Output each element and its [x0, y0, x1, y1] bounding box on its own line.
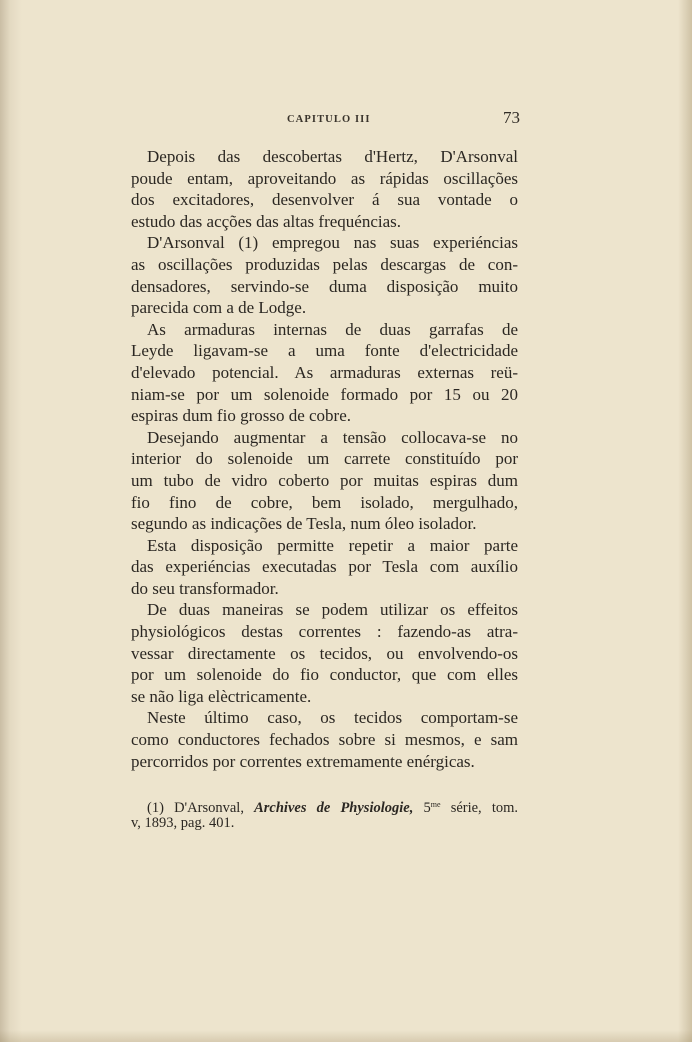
text-line: interior do solenoide um carrete constituído por [131, 449, 518, 469]
footnote-volume: série, tom. [450, 800, 519, 816]
text-line: D'Arsonval (1) empregou nas suas experiéncias [147, 233, 518, 253]
footnote-line: v, 1893, pag. 401. [131, 815, 235, 831]
text-line: segundo as indicações de Tesla, num óleo isolador. [131, 514, 477, 534]
chapter-title: CAPITULO III [287, 114, 371, 125]
text-line: poude entam, aproveitando as rápidas oscillações [131, 168, 518, 188]
footnote-series-superscript: me [430, 800, 441, 809]
text-line: vessar directamente os tecidos, ou envolvendo-os [131, 643, 518, 663]
text-line: densadores, servindo-se duma disposição muito [131, 276, 518, 296]
paragraph [131, 232, 518, 318]
text-line: dos excitadores, desenvolver á sua vontade o [131, 190, 518, 210]
footnote-marker: (1) [147, 800, 164, 816]
text-line: niam-se por um solenoide formado por 15 ou 20 [131, 384, 518, 404]
footnote-line [131, 795, 518, 814]
text-line: do seu transformador. [131, 578, 279, 598]
text-line: fio fino de cobre, bem isolado, mergulhado, [131, 492, 518, 512]
text-line: Esta disposição permitte repetir a maior parte [147, 535, 518, 555]
text-line: Desejando augmentar a tensão collocava-se no [147, 427, 518, 447]
paragraph [131, 599, 518, 707]
text-line: das experiéncias executadas por Tesla com auxílio [131, 557, 518, 577]
page-number: 73 [503, 108, 520, 127]
paragraph [131, 319, 518, 427]
paragraph [131, 146, 518, 232]
text-line: De duas maneiras se podem utilizar os effeitos [147, 600, 518, 620]
text-line: como conductores fechados sobre si mesmos, e sam [131, 730, 518, 750]
text-line: por um solenoide do fio conductor, que com elles [131, 665, 518, 685]
footnote-series-number: 5 [423, 800, 431, 816]
text-line: Depois das descobertas d'Hertz, D'Arsonval [147, 147, 518, 166]
running-head [0, 110, 692, 130]
paragraph [131, 427, 518, 535]
text-line: parecida com a de Lodge. [131, 298, 307, 318]
text-line: As armaduras internas de duas garrafas de [147, 319, 518, 339]
paragraph [131, 535, 518, 600]
paragraph [131, 707, 518, 772]
text-line: physiológicos destas correntes : fazendo-as atra- [131, 622, 518, 642]
text-line: estudo das acções das altas frequéncias. [131, 211, 401, 231]
footnote [131, 795, 518, 833]
text-line: um tubo de vidro coberto por muitas espiras dum [131, 470, 518, 490]
text-line: espiras dum fio grosso de cobre. [131, 406, 352, 426]
body-text [131, 146, 518, 772]
footnote-journal: Archives de Physiologie, [254, 800, 414, 816]
text-line: d'elevado potencial. As armaduras externas reü- [131, 362, 518, 382]
footnote-author: D'Arsonval, [174, 800, 244, 816]
text-line: percorridos por correntes extremamente enérgicas. [131, 751, 475, 771]
text-line: se não liga elèctricamente. [131, 686, 312, 706]
text-line: Leyde ligavam-se a uma fonte d'electricidade [131, 341, 518, 361]
text-line: as oscillações produzidas pelas descargas de con- [131, 254, 518, 274]
text-line: Neste último caso, os tecidos comportam-se [147, 708, 518, 728]
